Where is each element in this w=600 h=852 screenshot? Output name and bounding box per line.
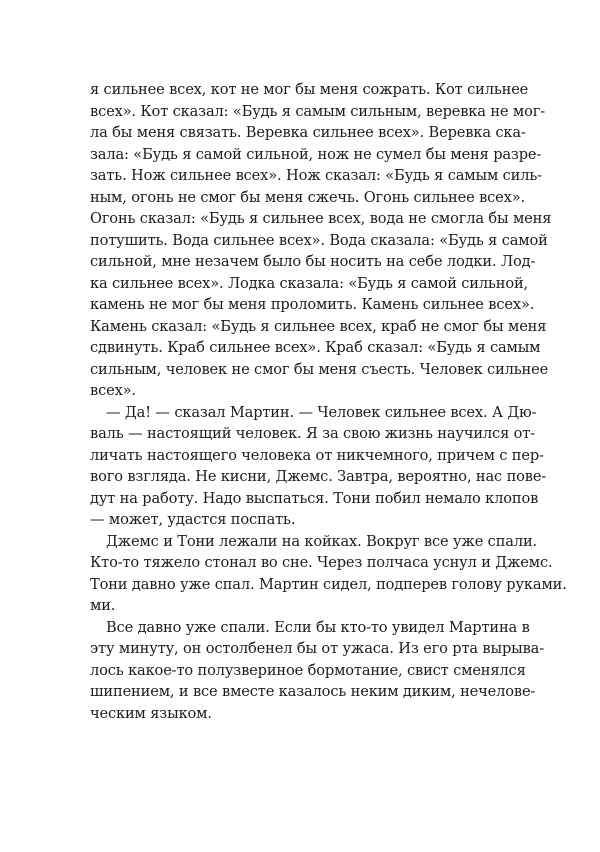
text-line: ным, огонь не смог бы меня сжечь. Огонь сильнее всех». [90, 188, 525, 206]
text-line: Тони давно уже спал. Мартин сидел, подперев голову руками. [90, 575, 567, 593]
text-line: Камень сказал: «Будь я сильнее всех, краб не смог бы меня [90, 317, 547, 335]
text-line: камень не мог бы меня проломить. Камень сильнее всех». [90, 296, 535, 313]
text-line: зала: «Будь я самой сильной, нож не сумел бы меня разре- [90, 145, 542, 163]
text-line: эту минуту, он остолбенел бы от ужаса. Из его рта вырыва- [90, 640, 545, 657]
text-line: — Да! — сказал Мартин. — Человек сильнее всех. А Дю- [106, 403, 537, 421]
text-line: дут на работу. Надо выспаться. Тони побил немало клопов [90, 489, 539, 507]
text-line: сильным, человек не смог бы меня съесть. Человек сильнее [90, 360, 549, 378]
text-line: Кто-то тяжело стонал во сне. Через полчаса уснул и Джемс. [90, 554, 553, 571]
text-line: ла бы меня связать. Веревка сильнее всех». Веревка ска- [90, 124, 526, 141]
text-line: потушить. Вода сильнее всех». Вода сказала: «Будь я самой [90, 231, 548, 249]
text-line: ми. [90, 597, 116, 614]
text-line: вого взгляда. Не кисни, Джемс. Завтра, вероятно, нас пове- [90, 468, 547, 485]
text-line: сдвинуть. Краб сильнее всех». Краб сказал: «Будь я самым [90, 339, 541, 356]
text-line: я сильнее всех, кот не мог бы меня сожрать. Кот сильнее [90, 81, 529, 98]
text-line: всех». [90, 382, 136, 399]
text-line: всех». Кот сказал: «Будь я самым сильным, веревка не мог- [90, 102, 545, 120]
text-line: Джемс и Тони лежали на койках. Вокруг все уже спали. [106, 532, 538, 550]
text-line: валь — настоящий человек. Я за свою жизнь научился от- [90, 425, 535, 442]
text-line: шипением, и все вместе казалось неким диким, нечелове- [90, 683, 536, 700]
text-line: Все давно уже спали. Если бы кто-то увидел Мартина в [106, 618, 530, 636]
text-line: — может, удастся поспать. [90, 511, 296, 528]
text-line: личать настоящего человека от никчемного, причем с пер- [90, 446, 544, 464]
text-line: ка сильнее всех». Лодка сказала: «Будь я самой сильной, [90, 274, 529, 292]
text-line: лось какое-то полузвериное бормотание, свист сменялся [90, 661, 526, 679]
text-line: ческим языком. [90, 704, 212, 722]
text-line: зать. Нож сильнее всех». Нож сказал: «Будь я самым силь- [90, 167, 542, 184]
page-body-text [90, 79, 567, 724]
text-line: Огонь сказал: «Будь я сильнее всех, вода не смогла бы меня [90, 210, 552, 227]
text-line: сильной, мне незачем было бы носить на себе лодки. Лод- [90, 253, 536, 270]
